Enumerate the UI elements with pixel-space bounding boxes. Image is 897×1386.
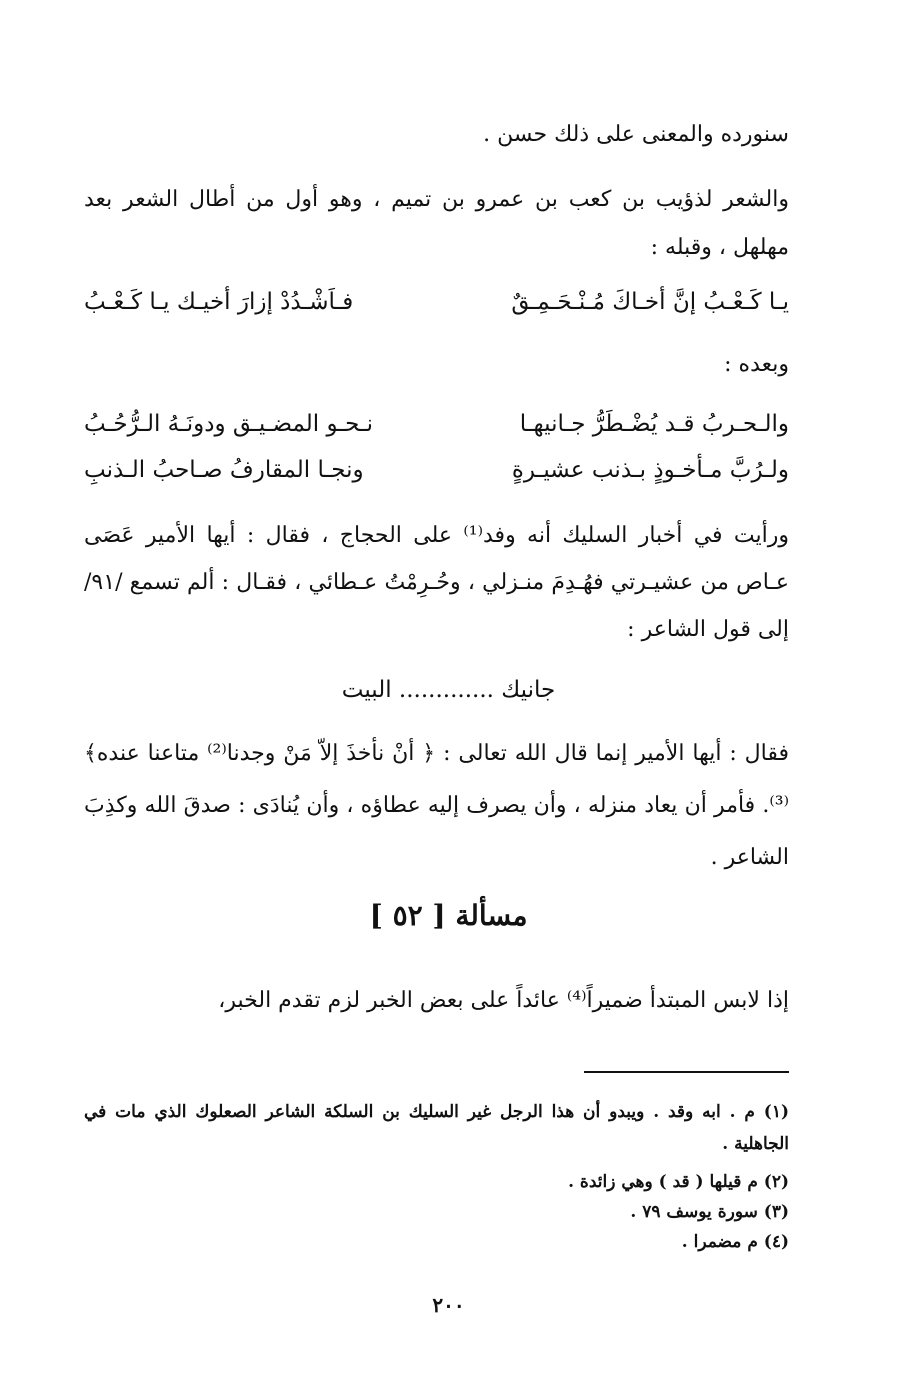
verse-3-first-hemistich: ولـرُبَّ مـأخـوذٍ بـذنب عشيـرةٍ — [511, 457, 789, 483]
verse-2-second-hemistich: نـحـو المضـيـق ودونَـهُ الـرُّحُـبُ — [84, 411, 374, 437]
verse-1-first-hemistich: يـا كَـعْـبُ إنَّ أخـاكَ مُـنْـحَـمِـقٌ — [511, 289, 789, 315]
footnote-divider — [584, 1071, 789, 1073]
page-number: ٢٠٠ — [432, 1293, 465, 1317]
quoted-verse-placeholder: جانيك ............. البيت — [341, 677, 556, 703]
paragraph-intro: سنورده والمعنى على ذلك حسن . — [483, 122, 789, 147]
section-heading: مسألة [ ٥٢ ] — [369, 899, 528, 932]
paragraph-rule: إذا لابس المبتدأ ضميراً⁽⁴⁾ عائداً على بعض الخبر لزم تقدم الخبر، — [218, 988, 789, 1013]
paragraph-poet-attribution: والشعر لذؤيب بن كعب بن عمرو بن تميم ، وهو أول من أطال الشعر بعد مهلهل ، وقبله : — [84, 187, 789, 260]
footnote-3: (٣) سورة يوسف ٧٩ . — [630, 1202, 789, 1222]
after-label: وبعده : — [724, 352, 789, 377]
verse-3-second-hemistich: ونجـا المقارفُ صـاحبُ الـذنبِ — [84, 457, 364, 483]
footnote-4: (٤) م مضمرا . — [681, 1232, 789, 1252]
verse-1-second-hemistich: فـاَشْـدُدْ إزارَ أخيـك يـا كَـعْـبُ — [84, 289, 354, 315]
footnote-2: (٢) م قيلها ( قد ) وهي زائدة . — [568, 1172, 789, 1192]
verse-line-3 — [84, 450, 789, 490]
verse-2-first-hemistich: والـحـربُ قـد يُضْـطَرُّ جـانيهـا — [519, 411, 789, 437]
footnote-1: (١) م . ابه وقد . ويبدو أن هذا الرجل غير السليك بن السلكة الشاعر الصعلوك الذي مات في الجاهلية . — [84, 1102, 789, 1154]
verse-line-1 — [84, 282, 789, 322]
verse-line-2 — [84, 404, 789, 444]
paragraph-reply: فقال : أيها الأمير إنما قال الله تعالى : ﴿ أنْ نأخذَ إلاّ مَنْ وجدنا⁽²⁾ متاعنا عنده﴾⁽³⁾. فأمر أن يعاد منزله ، وأن يصرف إليه عطاؤه ، وأن يُنادَى : صدقَ الله وكذِبَ الشاعر . — [84, 741, 789, 870]
paragraph-anecdote: ورأيت في أخبار السليك أنه وفد⁽¹⁾ على الحجاج ، فقال : أيها الأمير عَصَى عـاص من عشيـرتي فهُـدِمَ منـزلي ، وحُـرِمْتُ عـطائي ، فقـال : ألم تسمع /٩١/ إلى قول الشاعر : — [84, 523, 790, 642]
